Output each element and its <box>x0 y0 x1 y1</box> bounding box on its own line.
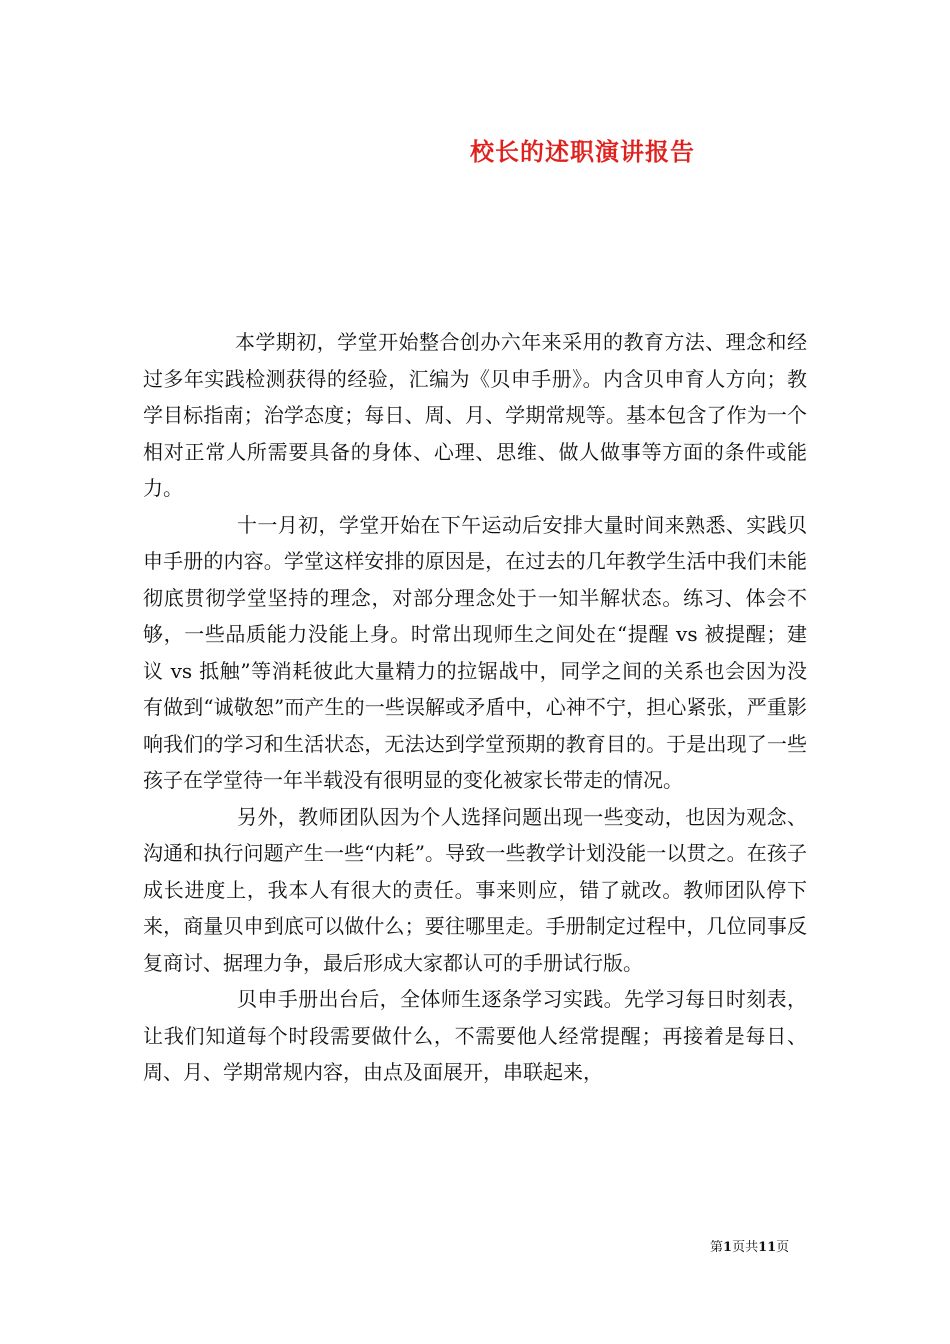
footer-page-number: 1 <box>723 1240 733 1255</box>
footer-middle: 页共 <box>732 1240 759 1255</box>
paragraph: 另外，教师团队因为个人选择问题出现一些变动，也因为观念、沟通和执行问题产生一些“内耗”。导致一些教学计划没能一以贯之。在孩子成长进度上，我本人有很大的责任。事来则应，错了就改。教师团队停下来，商量贝申到底可以做什么；要往哪里走。手册制定过程中，几位同事反复商讨、据理力争，最后形成大家都认可的手册试行版。 <box>143 804 807 975</box>
footer-total-pages: 11 <box>758 1240 777 1255</box>
paragraph: 十一月初，学堂开始在下午运动后安排大量时间来熟悉、实践贝申手册的内容。学堂这样安排的原因是，在过去的几年教学生活中我们未能彻底贯彻学堂坚持的理念，对部分理念处于一知半解状态。练习、体会不够，一些品质能力没能上身。时常出现师生之间处在“提醒 vs 被提醒；建议 vs 抵触”等消耗彼此大量精力的拉锯战中，同学之间的关系也会因为没有做到“诚敬恕”而产生的一些误解或矛盾中，心神不宁，担心紧张，严重影响我们的学习和生活状态，无法达到学堂预期的教育目的。于是出现了一些孩子在学堂待一年半载没有很明显的变化被家长带走的情况。 <box>143 512 807 792</box>
document-title: 校长的述职演讲报告 <box>470 137 695 166</box>
paragraph: 贝申手册出台后，全体师生逐条学习实践。先学习每日时刻表，让我们知道每个时段需要做什么，不需要他人经常提醒；再接着是每日、周、月、学期常规内容，由点及面展开，串联起来， <box>143 987 807 1084</box>
document-body <box>143 324 807 1091</box>
footer-prefix: 第 <box>710 1240 724 1255</box>
paragraph: 本学期初，学堂开始整合创办六年来采用的教育方法、理念和经过多年实践检测获得的经验，汇编为《贝申手册》。内含贝申育人方向；教学目标指南；治学态度；每日、周、月、学期常规等。基本包含了作为一个相对正常人所需要具备的身体、心理、思维、做人做事等方面的条件或能力。 <box>143 330 807 500</box>
footer-suffix: 页 <box>776 1240 790 1255</box>
page-footer <box>710 1236 789 1255</box>
